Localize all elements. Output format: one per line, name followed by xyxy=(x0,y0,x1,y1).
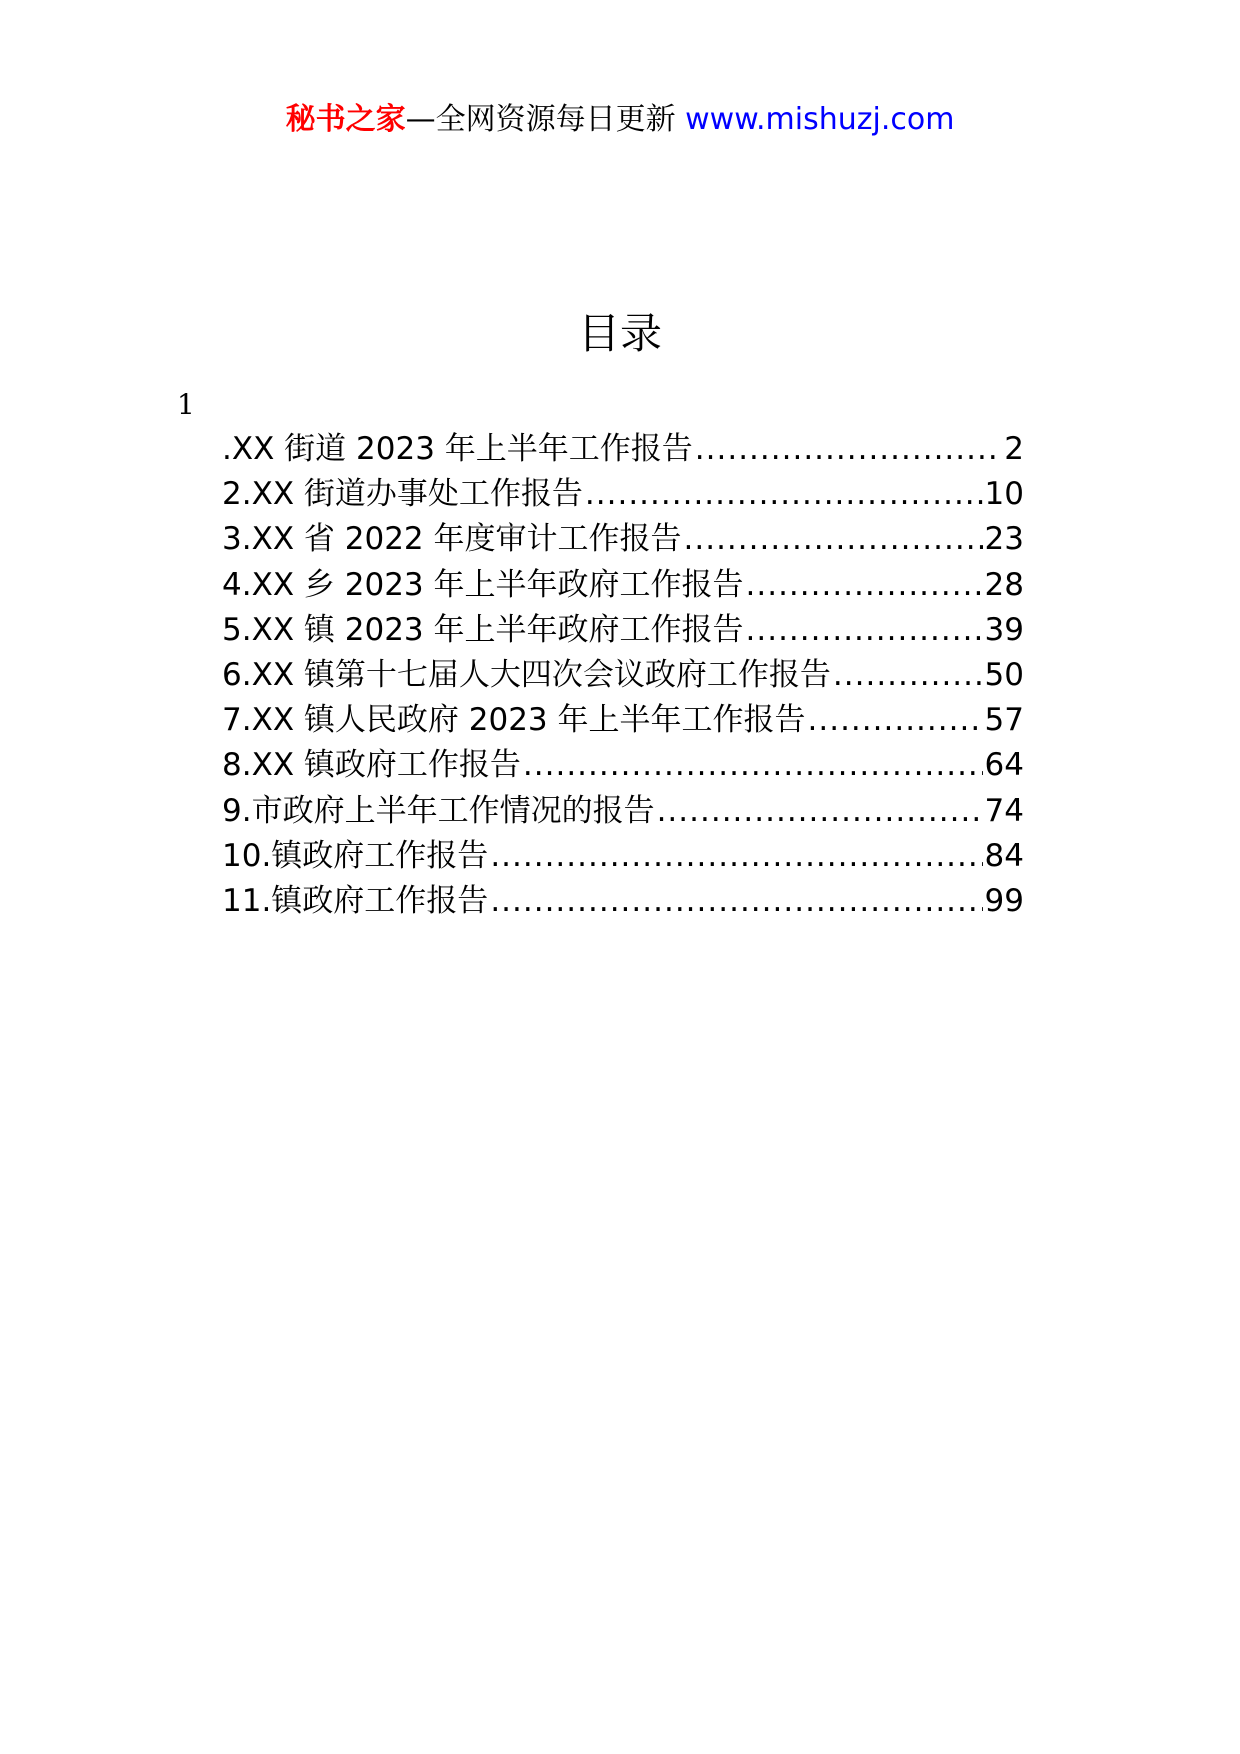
toc-item-page: 64 xyxy=(984,747,1024,784)
toc-item[interactable] xyxy=(222,427,1024,472)
toc-dot-leader xyxy=(695,427,1002,472)
toc-item[interactable] xyxy=(222,653,1024,698)
toc-dot-leader xyxy=(833,653,983,698)
toc-item-page: 2 xyxy=(1004,431,1024,467)
toc-dot-leader xyxy=(523,743,983,788)
toc-item-label: 6.XX 镇第十七届人大四次会议政府工作报告 xyxy=(222,656,831,693)
toc-item[interactable] xyxy=(222,472,1024,517)
toc-dot-leader xyxy=(808,698,983,743)
toc-item-page: 28 xyxy=(984,566,1024,603)
site-url-link[interactable]: www.mishuzj.com xyxy=(685,102,955,137)
toc-item-label: 9.市政府上半年工作情况的报告 xyxy=(222,792,655,829)
toc-item-page: 99 xyxy=(984,882,1024,919)
toc-item-page: 10 xyxy=(984,476,1024,513)
toc-list xyxy=(222,427,1024,924)
toc-item-page: 23 xyxy=(984,521,1024,558)
toc-item-page: 74 xyxy=(984,792,1024,829)
stray-number: 1 xyxy=(177,388,195,421)
toc-item-label: 4.XX 乡 2023 年上半年政府工作报告 xyxy=(222,566,744,603)
toc-item-page: 39 xyxy=(984,611,1024,648)
toc-item-page: 84 xyxy=(984,837,1024,874)
toc-item-label: 7.XX 镇人民政府 2023 年上半年工作报告 xyxy=(222,702,806,739)
toc-dot-leader xyxy=(490,879,982,924)
toc-item-label: 11.镇政府工作报告 xyxy=(222,882,489,919)
toc-item-label: 10.镇政府工作报告 xyxy=(222,837,489,874)
toc-item-page: 50 xyxy=(984,656,1024,693)
toc-dot-leader xyxy=(746,608,983,653)
toc-item[interactable] xyxy=(222,608,1024,653)
header-slogan: —全网资源每日更新 xyxy=(405,102,676,137)
toc-item[interactable] xyxy=(222,834,1024,879)
toc-dot-leader xyxy=(585,472,983,517)
toc-item-label: 5.XX 镇 2023 年上半年政府工作报告 xyxy=(222,611,744,648)
toc-item-label: 3.XX 省 2022 年度审计工作报告 xyxy=(222,521,682,558)
toc-dot-leader xyxy=(684,517,983,562)
toc-item[interactable] xyxy=(222,743,1024,788)
toc-item[interactable] xyxy=(222,789,1024,834)
toc-item[interactable] xyxy=(222,563,1024,608)
toc-title: 目录 xyxy=(577,309,662,358)
toc-item-label: 8.XX 镇政府工作报告 xyxy=(222,747,521,784)
toc-item[interactable] xyxy=(222,698,1024,743)
toc-dot-leader xyxy=(746,563,983,608)
toc-item-label: 2.XX 街道办事处工作报告 xyxy=(222,476,583,513)
toc-item-label: .XX 街道 2023 年上半年工作报告 xyxy=(222,431,693,467)
toc-item[interactable] xyxy=(222,879,1024,924)
toc-dot-leader xyxy=(657,789,983,834)
site-header xyxy=(0,100,1240,140)
toc-item-page: 57 xyxy=(984,702,1024,739)
toc-dot-leader xyxy=(490,834,982,879)
toc-item[interactable] xyxy=(222,517,1024,562)
brand-name: 秘书之家 xyxy=(285,102,406,137)
